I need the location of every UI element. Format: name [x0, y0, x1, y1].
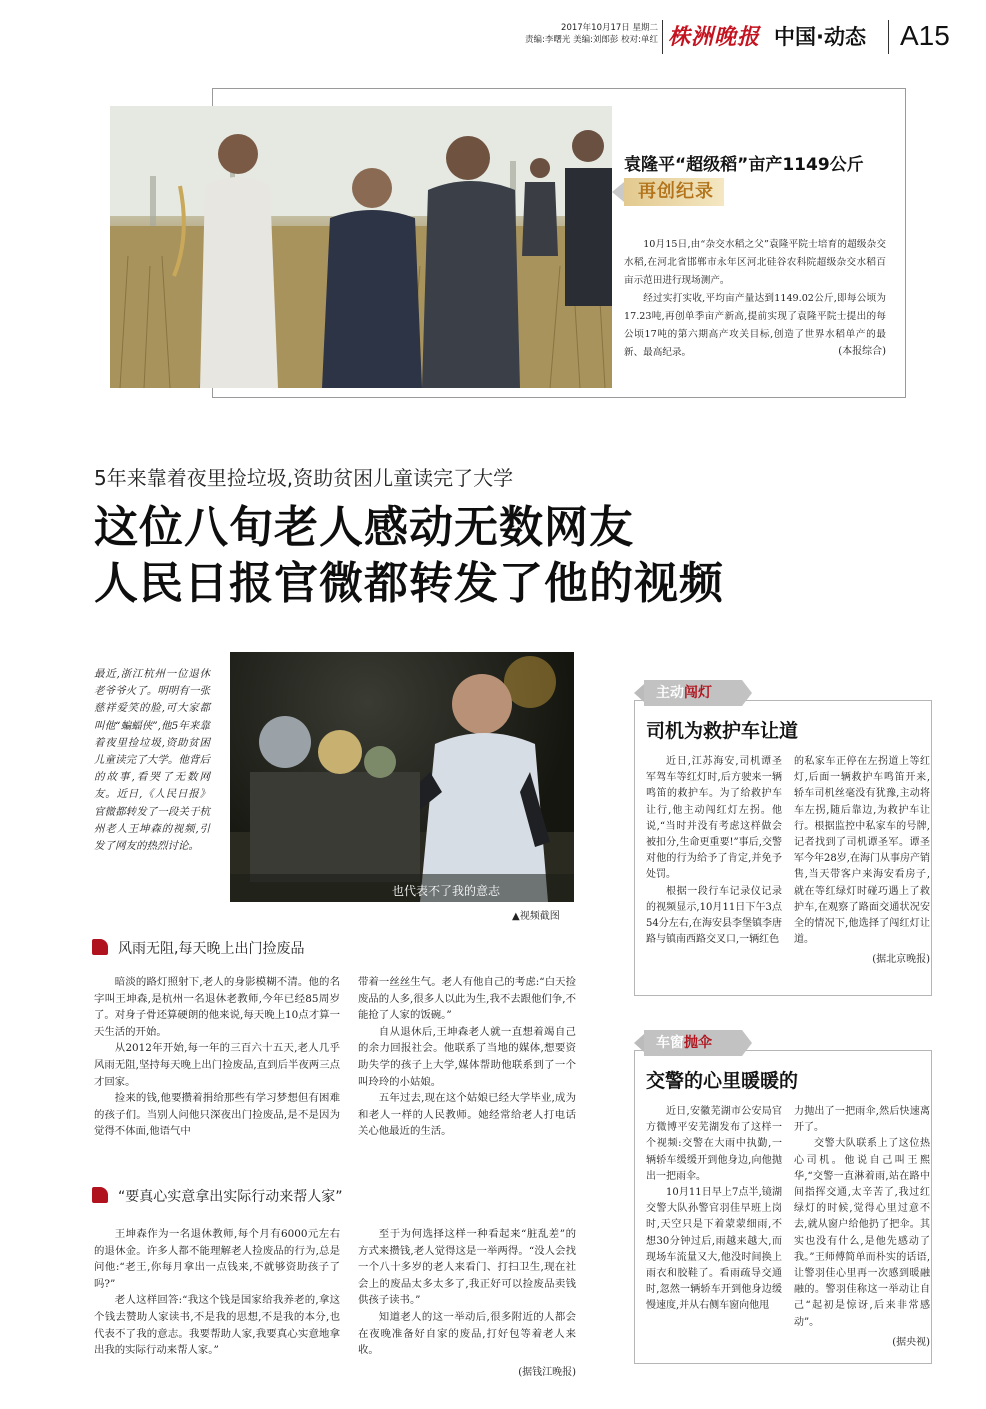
tag-tip	[742, 680, 752, 706]
section-marker-icon	[92, 939, 108, 955]
section-heading-text: “要真心实意拿出实际行动来帮人家”	[118, 1189, 343, 1205]
tag-arrow	[634, 1034, 644, 1052]
article-column	[358, 974, 576, 1140]
paragraph: 近日,安徽芜湖市公安局官方微博平安芜湖发布了这样一个视频:交警在大雨中执勤,一辆轿车缓缓开到他身边,向他抛出一把雨伞。	[646, 1106, 782, 1182]
record-tag	[612, 178, 724, 206]
tag-accent-text: 抛伞	[684, 1035, 712, 1051]
headline-line: 人民日报官微都转发了他的视频	[94, 558, 724, 609]
paragraph: 10月15日,由“杂交水稻之父”袁隆平院士培育的超级杂交水稻,在河北省邯郸市永年区河北硅谷农科院超级杂交水稻百亩示范田进行现场测产。	[624, 239, 886, 286]
article-source: (据钱江晚报)	[518, 1366, 576, 1378]
tag-arrow	[634, 684, 644, 702]
video-subtitle: 也代表不了我的意志	[392, 884, 501, 898]
side-story-title: 交警的心里暖暖的	[646, 1070, 799, 1092]
paragraph: 根据一段行车记录仪记录的视频显示,10月11日下午3点54分左右,在海安县李堡镇李唐路与镇南西路交叉口,一辆红色	[646, 885, 782, 946]
article-column	[794, 1104, 930, 1351]
video-screenshot	[230, 652, 574, 902]
article-column	[794, 754, 930, 969]
photo-credit: ▲视频截图	[512, 911, 560, 922]
side-story-tag	[634, 680, 754, 706]
main-story-headline	[94, 500, 724, 612]
newspaper-logo: 株洲晚报	[668, 24, 761, 50]
paragraph: 力抛出了一把雨伞,然后快速离开了。	[794, 1106, 930, 1134]
paragraph: 老人这样回答:“我这个钱是国家给我养老的,拿这个钱去赞助人家读书,不是我的思想,不是我的本分,也代表不了我的意志。我要帮助人家,我要真心实意地拿出我的实际行动来帮人家。”	[94, 1294, 340, 1357]
paragraph: 知道老人的这一举动后,很多附近的人都会在夜晚准备好自家的废品,打好包等着老人来收。	[358, 1310, 576, 1357]
main-story-intro: 最近,浙江杭州一位退休老爷爷火了。明明有一张慈祥爱笑的脸,可大家都叫他“蝙蝠侠”,他5年来靠着夜里捡垃圾,资助贫困儿童读完了大学。他背后的故事,看哭了无数网友。近日,《人民日报》官微都转发了一段关于杭州老人王坤森的视频,引发了网友的热烈讨论。	[94, 668, 210, 853]
record-tag-label: 再创纪录	[624, 178, 724, 206]
paragraph: 自从退休后,王坤森老人就一直想着竭自己的余力回报社会。他联系了当地的媒体,想要资助失学的孩子上大学,媒体帮助他联系到了一个叫玲玲的小姑娘。	[358, 1025, 576, 1088]
tag-arrow	[612, 182, 624, 202]
paragraph: 交警大队联系上了这位热心司机。他说自己叫王熙华,“交警一直淋着雨,站在路中间指挥交通,太辛苦了,我过红绿灯的时候,觉得心里过意不去,就从窗户给他扔了把伞。其实也没有什么,是他先感动了我。”王师傅简单而朴实的话语,让警羽佳心里再一次感到暖融融的。警羽佳称这一举动让自己“起初是惊讶,后来非常感动”。	[794, 1138, 930, 1328]
rice-field-illustration	[110, 106, 612, 388]
paragraph: 五年过去,现在这个姑娘已经大学毕业,成为和老人一样的人民教师。她经常给老人打电话关心他最近的生活。	[358, 1092, 576, 1138]
paragraph: 捡来的钱,他要攒着捐给那些有学习梦想但有困难的孩子们。当别人问他只深夜出门捡废品,是不是因为觉得不体面,他语气中	[94, 1092, 340, 1138]
section-heading-text: 风雨无阻,每天晚上出门捡废品	[118, 941, 305, 957]
paragraph: 的私家车正停在左拐道上等红灯,后面一辆救护车鸣笛开来,轿车司机丝毫没有犹豫,主动将车左拐,随后靠边,为救护车让行。根据监控中私家车的号牌,记者找到了司机谭圣军。谭圣军今年28岁,在海门从事房产销售,当天带客户来海安看房子,就在等红绿灯时碰巧遇上了救护车,在观察了路面交通状况安全的情况下,他选择了闯红灯让道。	[794, 756, 930, 946]
side-story-title: 司机为救护车让道	[646, 720, 799, 742]
paragraph: 经过实打实收,平均亩产量达到1149.02公斤,即每公顷为17.23吨,再创单季亩产新高,提前实现了袁隆平院士提出的每公顷17吨的第六期高产攻关目标,创造了世界水稻单产的最新、最高纪录。	[624, 293, 886, 358]
paragraph: 近日,江苏海安,司机谭圣军驾车等红灯时,后方驶来一辆鸣笛的救护车。为了给救护车让行,他主动闯红灯左拐。他说,“当时并没有考虑这样做会被扣分,生命更重要!”事后,交警对他的行为给予了肯定,并免予处罚。	[646, 756, 782, 881]
section-heading	[92, 938, 304, 960]
article-column	[94, 1226, 340, 1359]
tag-text: 车窗	[656, 1035, 684, 1051]
page-number: A15	[900, 20, 950, 51]
tag-accent-text: 闯灯	[684, 685, 712, 701]
paragraph: 至于为何选择这样一种看起来“脏乱差”的方式来攒钱,老人觉得这是一举两得。“没人会找一个八十多岁的老人来看门、打扫卫生,现在社会上的废品太多太多了,我正好可以捡废品卖钱供孩子读书。”	[358, 1228, 576, 1307]
paragraph: 带着一丝丝生气。老人有他自己的考虑:“白天捡废品的人多,很多人以此为生,我不去跟他们争,不能抢了人家的饭碗。”	[358, 976, 576, 1022]
editors-credits: 责编:李曙光 美编:刘郎彭 校对:单红	[525, 35, 658, 45]
headline-line: 这位八旬老人感动无数网友	[94, 502, 634, 553]
section-name: 中国·动态	[774, 25, 866, 49]
section-marker-icon	[92, 1187, 108, 1203]
article-column	[646, 1104, 782, 1315]
article-source: (据央视)	[892, 1336, 930, 1348]
section-heading	[92, 1186, 343, 1208]
tag-tip	[742, 1030, 752, 1056]
article-column	[358, 1226, 576, 1381]
masthead-meta	[520, 22, 658, 46]
tag-text: 主动	[656, 685, 684, 701]
article-source: (据北京晚报)	[872, 954, 930, 966]
paragraph: 10月11日早上7点半,镜湖交警大队孙警官羽佳早班上岗时,天空只是下着蒙蒙细雨,不想30分钟过后,雨越来越大,而现场车流量又大,他没时间换上雨衣和胶鞋了。看雨疏导交通时,忽然一辆轿车开到他身边缓慢速度,并从右侧车窗向他甩	[646, 1187, 782, 1312]
article-column	[94, 974, 340, 1140]
rice-field-photo	[110, 106, 612, 388]
tag-label	[644, 1030, 742, 1056]
paragraph: 从2012年开始,每一年的三百六十五天,老人几乎风雨无阻,坚持每天晚上出门捡废品,直到后半夜两三点才回家。	[94, 1042, 340, 1088]
paragraph: 暗淡的路灯照射下,老人的身影模糊不清。他的名字叫王坤森,是杭州一名退休老教师,今年已经85周岁了。对身子骨还算硬朗的他来说,每天晚上10点才算一天生活的开始。	[94, 976, 340, 1038]
main-story-kicker: 5年来靠着夜里捡垃圾,资助贫困儿童读完了大学	[94, 466, 514, 490]
article-column	[646, 754, 782, 948]
side-story-tag	[634, 1030, 754, 1056]
night-scene-illustration	[230, 652, 574, 902]
issue-date: 2017年10月17日 星期二	[561, 23, 658, 33]
top-story-source: (本报综合)	[838, 346, 886, 357]
paragraph: 王坤森作为一名退休教师,每个月有6000元左右的退休金。许多人都不能理解老人捡废品的行为,总是问他:“老王,你每月拿出一点钱来,不就够资助孩子了吗?”	[94, 1228, 340, 1290]
top-story-headline: 袁隆平“超级稻”亩产1149公斤	[624, 155, 864, 175]
header-divider	[888, 20, 889, 54]
header-divider	[662, 20, 663, 54]
tag-label	[644, 680, 742, 706]
